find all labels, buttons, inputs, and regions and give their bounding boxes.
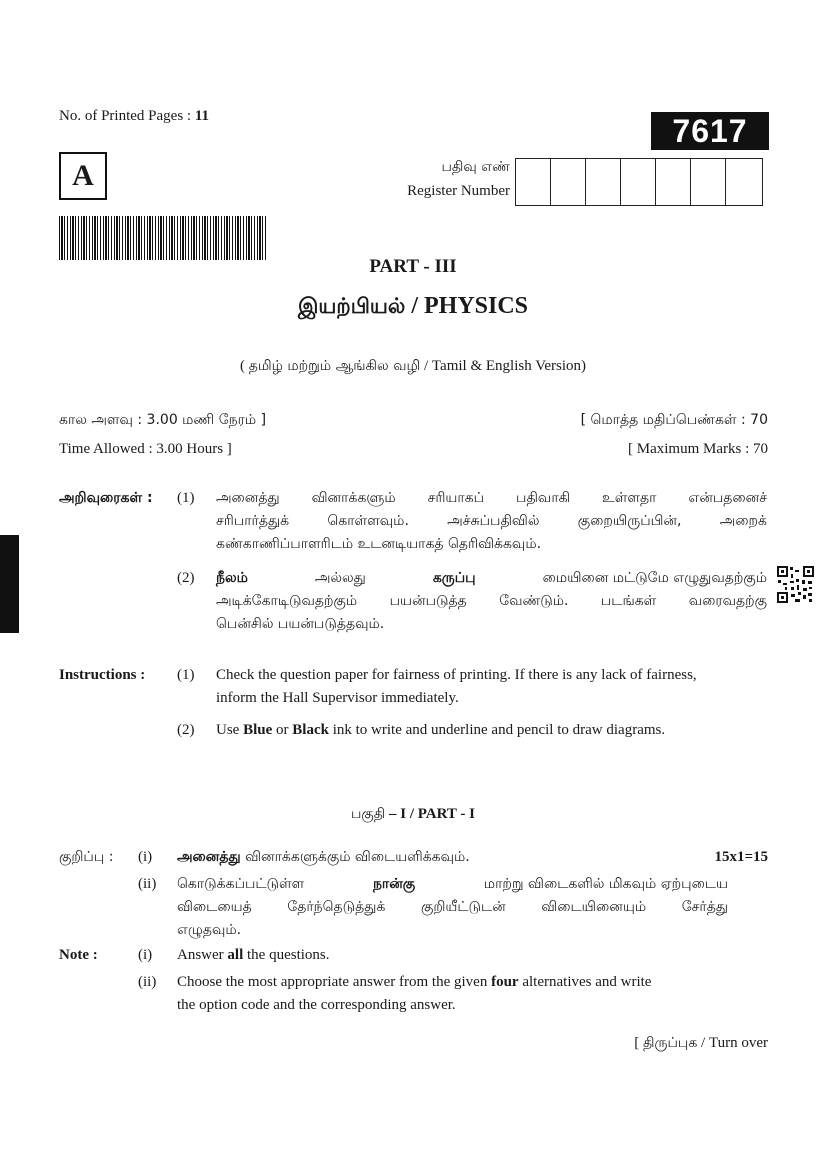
instructions-english-label: Instructions :: [59, 667, 146, 683]
subject-title-english: PHYSICS: [423, 293, 529, 319]
barcode: [59, 216, 267, 260]
instruction-tamil-1-line: கண்காணிப்பாளரிடம் உடனடியாகத் தெரிவிக்கவும்.: [216, 536, 542, 552]
register-cell: [726, 159, 762, 205]
printed-pages: [59, 108, 209, 125]
instruction-english-2-pre: Use: [216, 722, 244, 738]
qr-code: [776, 565, 815, 604]
version-open: (: [239, 358, 249, 374]
instruction-tamil-2-rest: மையினை மட்டுமே எழுதுவதற்கும்: [542, 570, 767, 586]
instruction-tamil-2-line: அடிக்கோடிடுவதற்கும் பயன்படுத்த வேண்டும். படங்கள் வரைவதற்கு: [216, 593, 767, 609]
note-english-label: Note :: [59, 947, 98, 963]
printed-pages-label: No. of Printed Pages :: [59, 108, 192, 124]
register-label-tamil: பதிவு எண்: [441, 159, 510, 175]
note-tamil-1-number: (i): [138, 849, 153, 865]
register-cell: [551, 159, 586, 205]
note-english-2-line: the option code and the corresponding answer.: [177, 997, 456, 1013]
subject-title-separator: /: [405, 293, 424, 319]
max-marks-tamil: [ மொத்த மதிப்பெண்கள் : 70: [580, 412, 768, 428]
version-line: [0, 357, 826, 376]
paper-code: 7617: [651, 112, 769, 150]
register-cell: [586, 159, 621, 205]
register-cell: [656, 159, 691, 205]
printed-pages-value: 11: [194, 108, 210, 124]
section-heading: [0, 806, 826, 824]
series-code: A: [59, 152, 107, 200]
note-tamil-label: குறிப்பு :: [59, 849, 114, 865]
register-cell: [621, 159, 656, 205]
time-allowed-english: Time Allowed : 3.00 Hours ]: [59, 441, 232, 457]
note-tamil-1-line: [177, 846, 470, 869]
instruction-english-1-number: (1): [177, 667, 195, 683]
instruction-tamil-1-line: சரிபார்த்துக் கொள்ளவும். அச்சுப்பதிவில் குறையிருப்பின், அறைக்: [216, 513, 767, 529]
note-tamil-1-text: வினாக்களுக்கும் விடையளிக்கவும்.: [240, 849, 470, 865]
note-english-1-number: (i): [138, 947, 153, 963]
instruction-english-or: or: [272, 722, 293, 738]
instruction-english-2-post: ink to write and underline and pencil to draw diagrams.: [328, 722, 666, 738]
turn-over-label: [634, 1034, 768, 1053]
turn-over-tamil: திருப்புக: [643, 1035, 698, 1051]
note-english-1-post: the questions.: [243, 947, 330, 963]
note-english-2-number: (ii): [138, 974, 157, 990]
note-tamil-all: அனைத்து: [177, 849, 241, 865]
version-tamil: தமிழ் மற்றும் ஆங்கில வழி: [248, 358, 421, 374]
note-tamil-2-post: மாற்று விடைகளில் மிகவும் ஏற்புடைய: [483, 876, 728, 892]
note-english-all: all: [227, 947, 244, 963]
page-edge-marker: [0, 535, 19, 633]
note-english-1-line: [177, 944, 330, 967]
note-tamil-2-line: [177, 873, 728, 896]
instruction-tamil-2-line: [216, 567, 767, 590]
section-heading-english: – I / PART - I: [385, 806, 475, 822]
section-heading-tamil: பகுதி: [350, 806, 386, 822]
note-tamil-2-pre: கொடுக்கப்பட்டுள்ள: [177, 876, 305, 892]
instruction-tamil-or: அல்லது: [314, 570, 366, 586]
instruction-english-2-line: [216, 719, 665, 742]
instructions-tamil-label: அறிவுரைகள் :: [59, 490, 153, 506]
note-tamil-four: நான்கு: [372, 876, 416, 892]
instruction-tamil-blue: நீலம்: [216, 570, 248, 586]
time-allowed-tamil: கால அளவு : 3.00 மணி நேரம் ]: [59, 412, 267, 428]
subject-title-tamil: இயற்பியல்: [297, 294, 406, 318]
note-tamil-2-line: விடையைத் தேர்ந்தெடுத்துக் குறியீட்டுடன் விடையினையும் சேர்த்து: [177, 899, 728, 915]
note-tamil-2-line: எழுதவும்.: [177, 922, 242, 938]
instruction-english-1-line: Check the question paper for fairness of printing. If there is any lack of fairness,: [216, 667, 697, 683]
note-tamil-2-number: (ii): [138, 876, 157, 892]
instruction-english-2-number: (2): [177, 722, 195, 738]
note-english-four: four: [491, 974, 519, 990]
instruction-tamil-2-line: பென்சில் பயன்படுத்தவும்.: [216, 616, 385, 632]
register-cell: [691, 159, 726, 205]
marks-scheme: 15x1=15: [714, 849, 768, 865]
register-label-english: Register Number: [407, 183, 510, 199]
instruction-english-1-line: inform the Hall Supervisor immediately.: [216, 690, 459, 706]
note-english-1-pre: Answer: [177, 947, 228, 963]
turn-over-open: [: [634, 1035, 644, 1051]
instruction-tamil-2-number: (2): [177, 570, 195, 586]
max-marks-english: [ Maximum Marks : 70: [628, 441, 768, 457]
turn-over-english: / Turn over: [697, 1035, 768, 1051]
part-title: PART - III: [369, 256, 457, 277]
version-english: / Tamil & English Version): [420, 358, 587, 374]
register-number-grid: [515, 158, 763, 206]
register-cell: [516, 159, 551, 205]
subject-title: [0, 293, 826, 321]
note-english-2-pre: Choose the most appropriate answer from the given: [177, 974, 492, 990]
note-english-2-post: alternatives and write: [518, 974, 652, 990]
instruction-tamil-1-number: (1): [177, 490, 195, 506]
instruction-tamil-black: கருப்பு: [432, 570, 476, 586]
instruction-tamil-1-line: அனைத்து வினாக்களும் சரியாகப் பதிவாகி உள்ளதா என்பதனைச்: [216, 490, 767, 506]
note-english-2-line: [177, 971, 651, 994]
instruction-english-black: Black: [292, 722, 329, 738]
instruction-english-blue: Blue: [243, 722, 273, 738]
